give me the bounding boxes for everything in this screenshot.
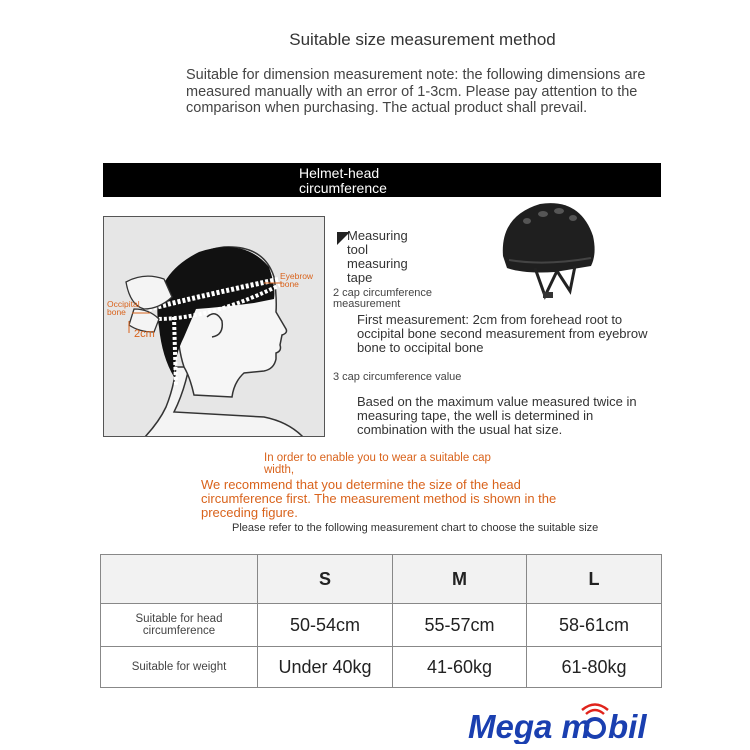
row-label-head: Suitable for head circumference [101,604,258,647]
weight-l: 61-80kg [527,647,662,688]
size-header-s: S [258,555,393,604]
tape-icon [337,232,350,245]
header-blank-cell [101,555,258,604]
helmet-icon [495,196,600,308]
helmet-photo [495,196,600,308]
advice-small: In order to enable you to wear a suitable cap width, [264,452,491,476]
size-chart-table [100,554,662,688]
mega-mobil-logo [468,702,668,744]
step2-text: First measurement: 2cm from forehead root to occipital bone second measurement from eyebrow bone to occipital bone [357,312,648,355]
head-size-s: 50-54cm [258,604,393,647]
section-header-title: Helmet-head circumference [299,165,387,196]
page-title: Suitable size measurement method [289,30,556,49]
advice-main: We recommend that you determine the size of the head circumference first. The measurement method is shown in the preceding figure. [201,477,557,520]
measurement-note: Suitable for dimension measurement note: the following dimensions are measured manually with an error of 1-3cm. Please pay attention to the comparison when purchasing. The actual product shall prevail. [186,67,646,116]
table-row [101,647,662,688]
measuring-tool [337,229,432,285]
eyebrow-bone-label: Eyebrow bone [280,271,314,289]
occipital-bone-label: Occipital bone [107,299,140,317]
size-header-row [101,555,662,604]
weight-s: Under 40kg [258,647,393,688]
step2-heading: 2 cap circumference measurement [333,287,433,310]
size-header-l: L [527,555,662,604]
head-size-m: 55-57cm [393,604,527,647]
table-row [101,604,662,647]
size-header-m: M [393,555,527,604]
logo-text-left: Mega m [468,708,591,744]
distance-label: 2cm [134,328,155,340]
step3-heading: 3 cap circumference value [333,371,462,383]
refer-chart-note: Please refer to the following measurement chart to choose the suitable size [232,522,599,534]
head-measurement-illustration [103,216,325,437]
step3-text: Based on the maximum value measured twice in measuring tape, the well is determined in combination with the usual hat size. [357,394,637,437]
row-label-weight: Suitable for weight [101,647,258,688]
head-profile-image [104,217,325,437]
measuring-tool-label: Measuring tool measuring tape [347,228,408,285]
head-size-l: 58-61cm [527,604,662,647]
weight-m: 41-60kg [393,647,527,688]
logo-text-right: bil [608,708,647,744]
